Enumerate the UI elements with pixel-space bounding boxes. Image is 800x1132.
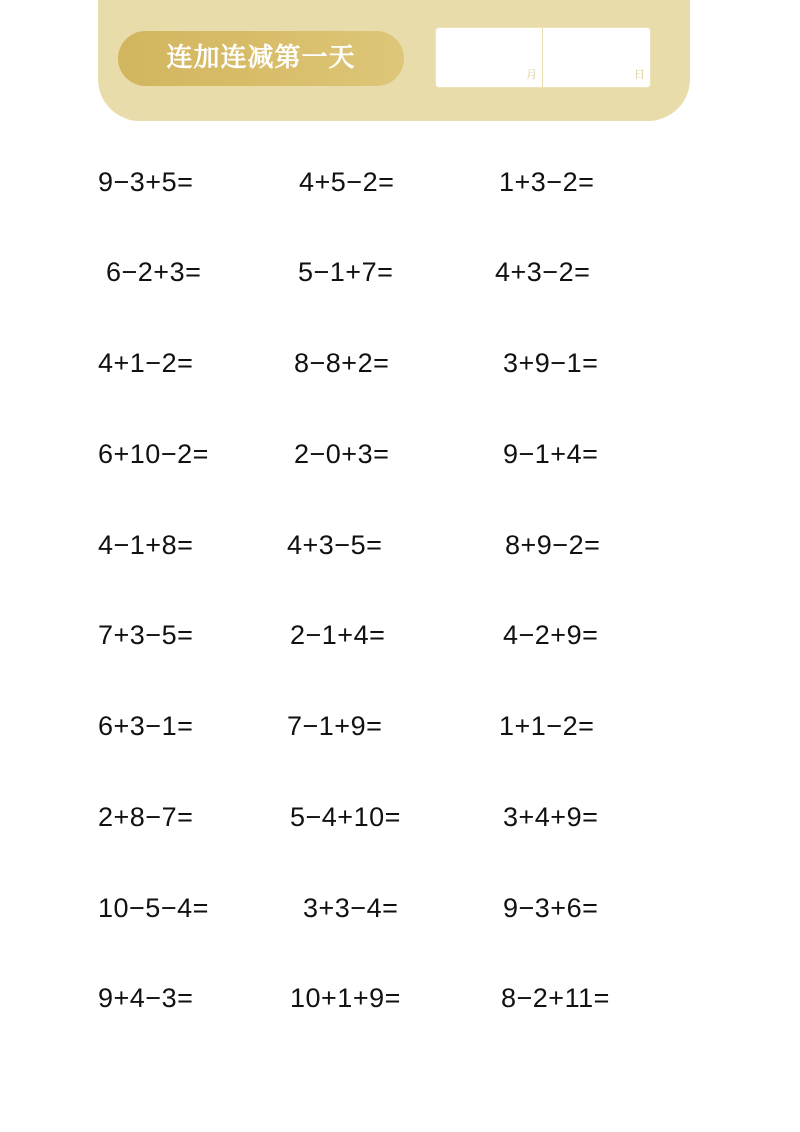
problem-r10-c1: 9+4−3=	[98, 983, 194, 1013]
problem-r9-c3: 9−3+6=	[503, 893, 599, 923]
problem-r9-c2: 3+3−4=	[303, 893, 399, 923]
problem-r10-c2: 10+1+9=	[290, 983, 401, 1013]
problem-r6-c2: 2−1+4=	[290, 620, 386, 650]
problem-r7-c3: 1+1−2=	[499, 711, 595, 741]
problem-r3-c3: 3+9−1=	[503, 348, 599, 378]
month-label: 月	[526, 68, 537, 81]
problem-r6-c1: 7+3−5=	[98, 620, 194, 650]
problem-r9-c1: 10−5−4=	[98, 893, 209, 923]
problem-r8-c2: 5−4+10=	[290, 802, 401, 832]
date-divider	[542, 28, 543, 87]
day-label: 日	[634, 68, 645, 81]
date-box[interactable]	[436, 28, 650, 87]
problem-r3-c2: 8−8+2=	[294, 348, 390, 378]
problem-r6-c3: 4−2+9=	[503, 620, 599, 650]
worksheet-title: 连加连减第一天	[118, 31, 404, 86]
problem-r7-c1: 6+3−1=	[98, 711, 194, 741]
problem-r5-c3: 8+9−2=	[505, 530, 601, 560]
problem-r8-c1: 2+8−7=	[98, 802, 194, 832]
problem-r5-c2: 4+3−5=	[287, 530, 383, 560]
problem-r1-c3: 1+3−2=	[499, 167, 595, 197]
problem-r2-c3: 4+3−2=	[495, 257, 591, 287]
problem-r4-c1: 6+10−2=	[98, 439, 209, 469]
problem-r2-c1: 6−2+3=	[106, 257, 202, 287]
problem-r3-c1: 4+1−2=	[98, 348, 194, 378]
problem-r10-c3: 8−2+11=	[501, 983, 610, 1013]
problem-r4-c2: 2−0+3=	[294, 439, 390, 469]
problem-r1-c2: 4+5−2=	[299, 167, 395, 197]
problem-r5-c1: 4−1+8=	[98, 530, 194, 560]
problem-r7-c2: 7−1+9=	[287, 711, 383, 741]
problem-r2-c2: 5−1+7=	[298, 257, 394, 287]
problem-r4-c3: 9−1+4=	[503, 439, 599, 469]
problem-r8-c3: 3+4+9=	[503, 802, 599, 832]
problem-r1-c1: 9−3+5=	[98, 167, 194, 197]
